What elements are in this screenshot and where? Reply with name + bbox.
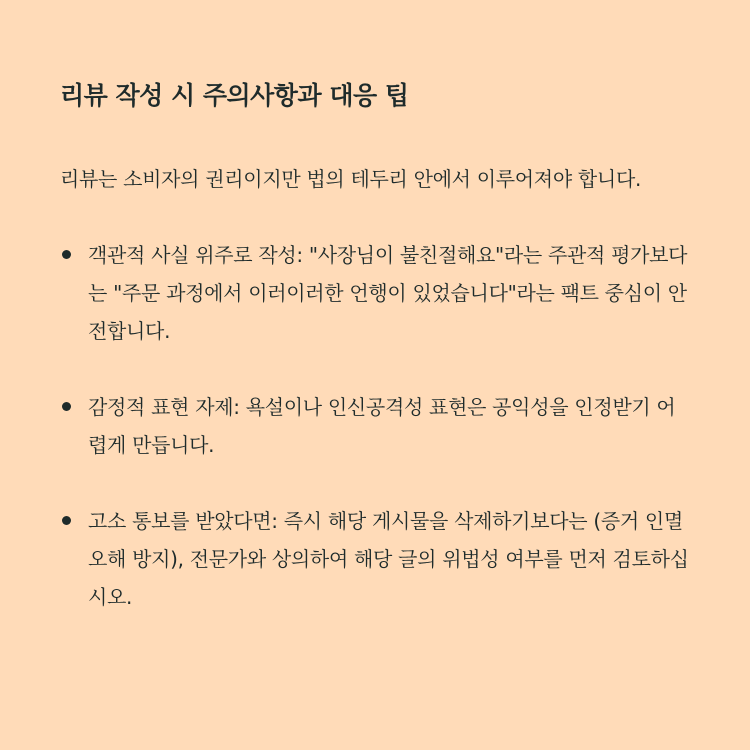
tips-list [60, 236, 690, 616]
bullet-dot-icon [62, 402, 71, 411]
bullet-dot-icon [62, 250, 71, 259]
tip-item-avoid-emotion [60, 388, 690, 464]
intro-paragraph: 리뷰는 소비자의 권리이지만 법의 테두리 안에서 이루어져야 합니다. [60, 167, 642, 191]
tip-text: 고소 통보를 받았다면: 즉시 해당 게시물을 삭제하기보다는 (증거 인멸 오해 방지), 전문가와 상의하여 해당 글의 위법성 여부를 먼저 검토하십시오. [88, 509, 689, 609]
tip-text: 감정적 표현 자제: 욕설이나 인신공격성 표현은 공익성을 인정받기 어렵게 만듭니다. [88, 395, 676, 457]
card-title: 리뷰 작성 시 주의사항과 대응 팁 [60, 81, 409, 110]
tip-text: 객관적 사실 위주로 작성: "사장님이 불친절해요"라는 주관적 평가보다는 "주문 과정에서 이러이러한 언행이 있었습니다"라는 팩트 중심이 안전합니다. [88, 243, 688, 343]
tip-item-objective-facts [60, 236, 690, 350]
tip-item-legal-notice [60, 502, 690, 616]
bullet-dot-icon [62, 516, 71, 525]
